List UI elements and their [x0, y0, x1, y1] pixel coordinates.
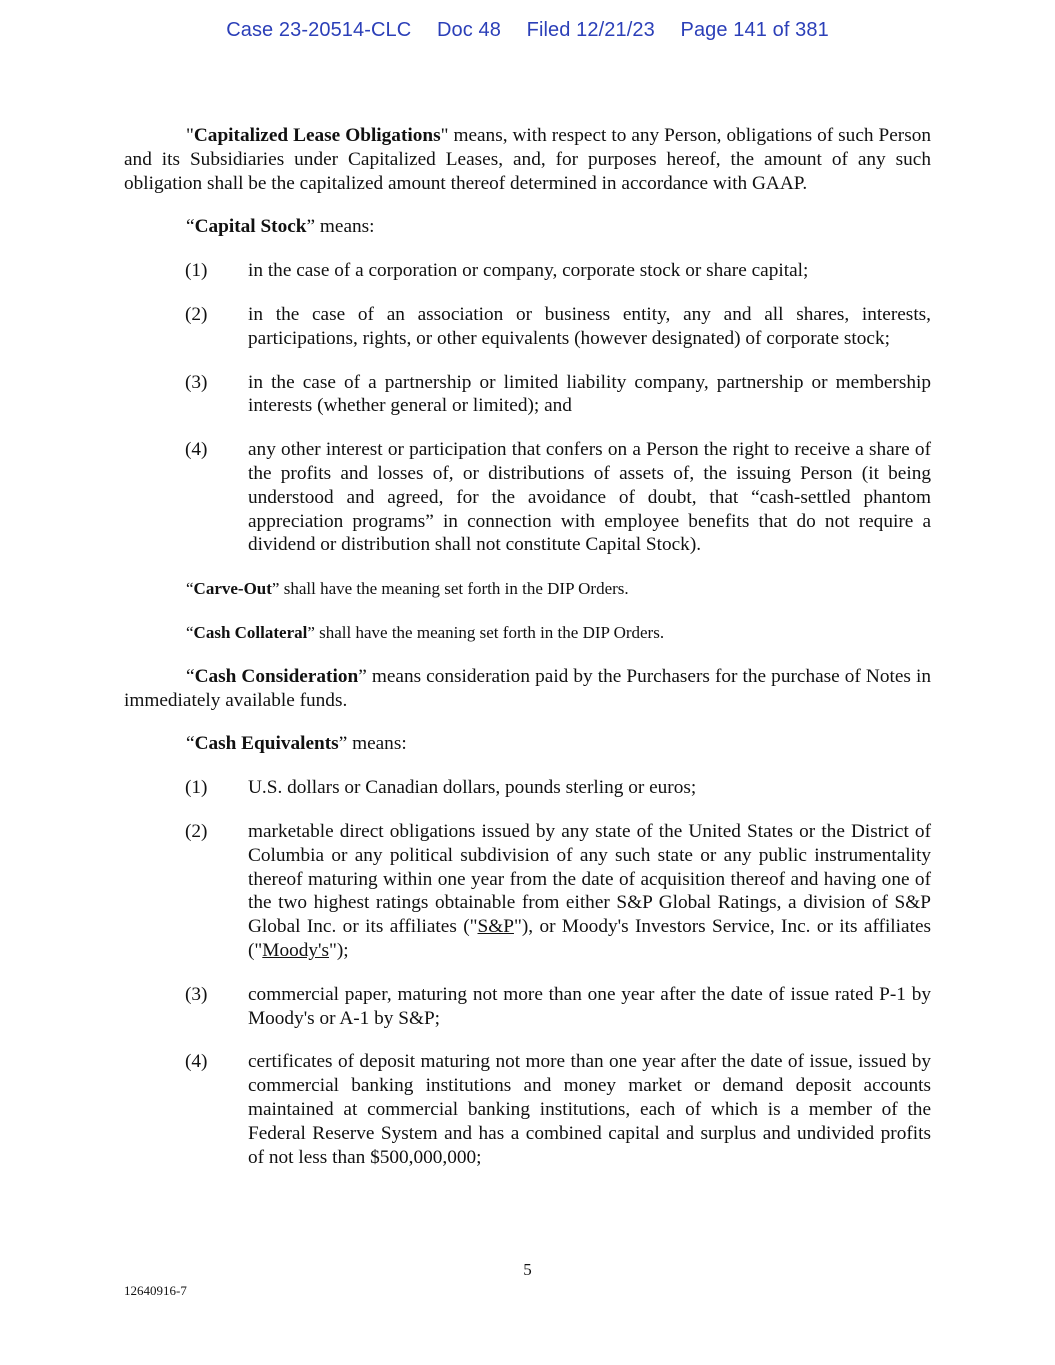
case-number: Case 23-20514-CLC [226, 19, 412, 41]
page-number: 5 [523, 1260, 532, 1279]
defined-term: Carve-Out [193, 579, 272, 599]
defined-term-sp: S&P [477, 916, 514, 938]
list-item: (1) U.S. dollars or Canadian dollars, pounds sterling or euros; [185, 777, 697, 799]
list-item: (2) marketable direct obligations issued by any state of the United States or the District of Columbia or any political subdivision of any such state or any public instrumentality thereof maturing within one year from the date of acquisition thereof and having one of the two highest ratings obtainable from either S&P Global Ratings, a division of S&P Global Inc. or its affiliates ("S&P"), or Moody's Investors Service, Inc. or its affiliates ("Moody's"); [185, 820, 932, 961]
list-item: (3) in the case of a partnership or limited liability company, partnership or membership interests (whether general or limited); and [185, 371, 931, 417]
page-of-total: Page 141 of 381 [680, 19, 829, 41]
doc-number: Doc 48 [437, 19, 501, 41]
defined-term: Capitalized Lease Obligations [193, 125, 441, 146]
list-item: (4) certificates of deposit maturing not more than one year after the date of issue, issued by commercial banking institutions and money market or demand deposit accounts maintained at commercial banking institutions, each of which is a member of the Federal Reserve System and has a combined capital and surplus and undivided profits of not less than $500,000,000; [185, 1051, 931, 1168]
defined-term: Capital Stock [194, 216, 307, 238]
definition-carve-out: “Carve-Out” shall have the meaning set forth in the DIP Orders. [186, 579, 629, 599]
definition-capital-stock: “Capital Stock” means: [186, 216, 375, 238]
list-item: (2) in the case of an association or business entity, any and all shares, interests, participations, rights, or other equivalents (however designated) of corporate stock; [185, 303, 931, 349]
document-body [124, 124, 931, 1169]
defined-term-moodys: Moody's [262, 939, 329, 961]
defined-term: Cash Equivalents [194, 733, 339, 755]
list-item: (4) any other interest or participation that confers on a Person the right to receive a share of the profits and losses of, or distributions of assets of, the issuing Person (it being understood and agreed, for the avoidance of doubt, that “cash-settled phantom appreciation programs” in connection with employee benefits that do not require a dividend or distribution shall not constitute Capital Stock). [185, 439, 931, 556]
list-item: (3) commercial paper, maturing not more than one year after the date of issue rated P-1 by Moody's or A-1 by S&P; [185, 983, 931, 1029]
filed-date: Filed 12/21/23 [526, 19, 655, 41]
definition-cash-consideration: “Cash Consideration” means consideration paid by the Purchasers for the purchase of Notes in immediately available funds. [124, 665, 931, 711]
definition-cash-equivalents: “Cash Equivalents” means: [186, 733, 407, 755]
defined-term: Cash Consideration [194, 665, 359, 687]
document-id: 12640916-7 [124, 1283, 187, 1298]
list-item: (1) in the case of a corporation or company, corporate stock or share capital; [185, 260, 809, 282]
definition-capitalized-lease-obligations: "Capitalized Lease Obligations" means, with respect to any Person, obligations of such Person and its Subsidiaries under Capitalized Leases, and, for purposes hereof, the amount of any such obligation shall be the capitalized amount thereof determined in accordance with GAAP. [124, 125, 931, 194]
definition-cash-collateral: “Cash Collateral” shall have the meaning set forth in the DIP Orders. [186, 622, 665, 642]
filing-header [0, 19, 1055, 42]
defined-term: Cash Collateral [193, 622, 308, 642]
